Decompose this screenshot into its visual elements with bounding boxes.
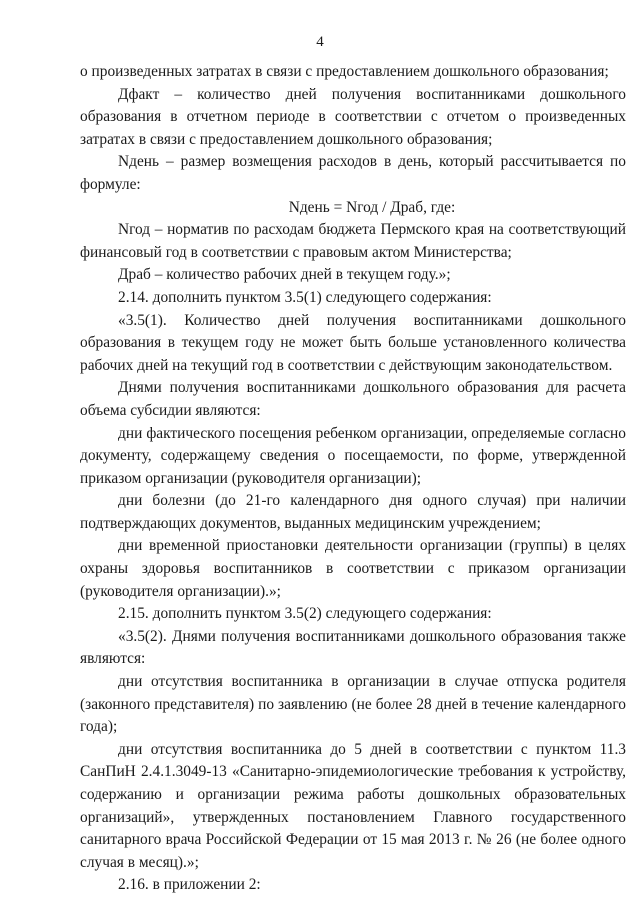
paragraph-sanpin-days: дни отсутствия воспитанника до 5 дней в соответствии с пунктом 11.3 СанПиН 2.4.1.3049-13 «Санитарно-эпидемиологические требования к устройству, содержанию и организации режима работы дошкольных образовательных организаций», утвержденных постановлением Главного государственного санитарного врача Российской Федерации от 15 мая 2013 г. № 26 (не более одного случая в месяц).»;	[80, 740, 626, 871]
paragraph-attendance-days: дни фактического посещения ребенком организации, определяемые согласно документу, содержащему сведения о посещаемости, по форме, утвержденной приказом организации (руководителя организации);	[80, 424, 626, 487]
formula: Nдень = Nгод / Драб, где:	[288, 198, 456, 216]
paragraph-suspension-days: дни временной приостановки деятельности организации (группы) в целях охраны здоровья воспитанников в соответствии с приказом организации (руководителя организации).»;	[80, 537, 626, 600]
paragraph-nyear-definition: Nгод – норматив по расходам бюджета Пермского края на соответствующий финансовый год в соответствии с правовым актом Министерства;	[80, 221, 626, 261]
paragraph-vacation-days: дни отсутствия воспитанника в организации в случае отпуска родителя (законного представителя) по заявлению (не более 28 дней в течение календарного года);	[80, 673, 626, 736]
paragraph-drab-definition: Драб – количество рабочих дней в текущем году.»;	[118, 266, 451, 284]
paragraph-item-2-14: 2.14. дополнить пунктом 3.5(1) следующего содержания:	[118, 288, 492, 306]
body-text	[80, 61, 626, 897]
paragraph-sick-days: дни болезни (до 21-го календарного дня одного случая) при наличии подтверждающих документов, выданных медицинским учреждением;	[80, 492, 626, 532]
paragraph-days-for-subsidy: Днями получения воспитанниками дошкольного образования для расчета объема субсидии являются:	[80, 379, 626, 419]
paragraph-clause-3-5-2: «3.5(2). Днями получения воспитанниками дошкольного образования также являются:	[80, 627, 626, 668]
paragraph-item-2-15: 2.15. дополнить пунктом 3.5(2) следующего содержания:	[118, 605, 492, 623]
paragraph-continuation: о произведенных затратах в связи с предоставлением дошкольного образования;	[80, 63, 609, 80]
paragraph-clause-3-5-1: «3.5(1). Количество дней получения воспитанниками дошкольного образования в текущем году не может быть больше установленного количества рабочих дней на текущий год в соответствии с действующим законодательством.	[80, 311, 626, 374]
paragraph-item-2-16: 2.16. в приложении 2:	[118, 876, 261, 894]
paragraph-nday-definition: Nдень – размер возмещения расходов в день, который рассчитывается по формуле:	[80, 153, 626, 193]
paragraph-dfakt-definition: Дфакт – количество дней получения воспитанниками дошкольного образования в отчетном периоде в соответствии с отчетом о произведенных затратах в связи с предоставлением дошкольного образования;	[80, 85, 626, 148]
page-number: 4	[316, 34, 324, 50]
